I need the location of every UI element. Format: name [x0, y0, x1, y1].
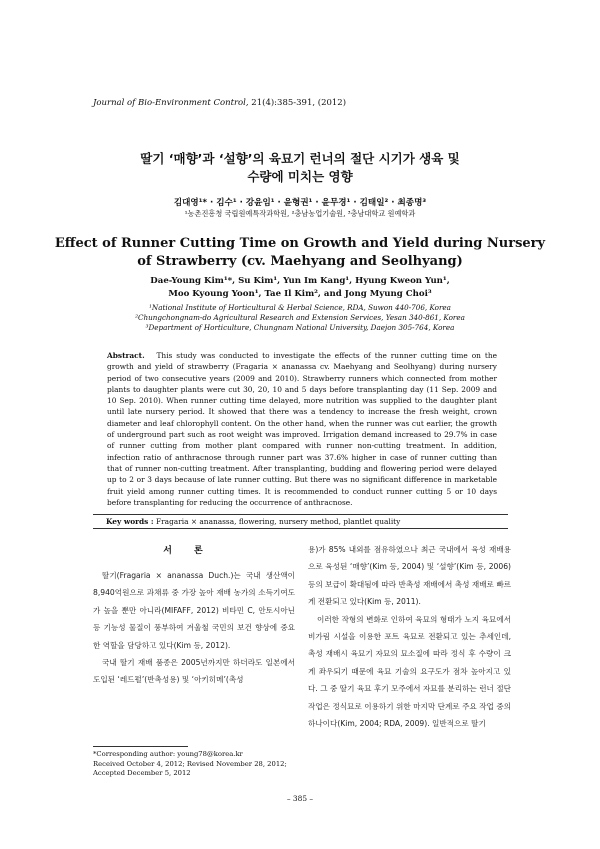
right-paragraph-1: 용)가 85% 내외를 점유하였으나 최근 국내에서 육성 재배용으로 육성된 ‘매향’(Kim 등, 2004) 및 ‘설향’(Kim 등, 2006) 등의 보급이 확대됨에 따라 반촉성 재배에서 촉성 재배로 빠르게 전환되고 있다(Kim 등, 2011).	[308, 545, 511, 607]
left-paragraph-1: 딸기(Fragaria × ananassa Duch.)는 국내 생산액이 8,940억원으로 과채류 중 가장 높아 재배 농가의 소득기여도가 높을 뿐만 아니라(MIFAFF, 2012) 비타민 C, 안토시아닌 등 기능성 물질이 풍부하여 겨울철 국민의 보건 향상에 중요한 역할을 담당하고 있다(Kim 등, 2012).	[93, 571, 295, 650]
journal-volume: 21(4):385-391, (2012)	[248, 98, 347, 108]
abstract	[107, 350, 497, 508]
korean-title-line2: 수량에 미치는 영향	[247, 169, 353, 184]
keywords-top-rule	[93, 514, 508, 515]
english-authors-line1: Dae-Young Kim¹*, Su Kim¹, Yun Im Kang¹, Hyung Kweon Yun¹,	[150, 276, 450, 286]
keywords-label: Key words :	[106, 517, 154, 526]
english-affiliation-2: ²Chungchongnam-do Agricultural Research and Extension Services, Yesan 340-861, Korea	[135, 313, 465, 322]
keywords	[106, 517, 400, 526]
journal-name: Journal of Bio-Environment Control,	[93, 98, 249, 108]
keywords-text: Fragaria × ananassa, flowering, nursery method, plantlet quality	[153, 517, 401, 526]
page-number: – 385 –	[286, 794, 314, 803]
english-title-line1: Effect of Runner Cutting Time on Growth and Yield during Nursery	[54, 236, 546, 251]
english-affiliation-3: ³Department of Horticulture, Chungnam National University, Daejon 305-764, Korea	[145, 323, 455, 332]
corresponding-author: *Corresponding author: young78@korea.kr	[93, 750, 243, 758]
abstract-label: Abstract.	[107, 351, 145, 360]
footnote	[93, 750, 303, 779]
english-affiliation-1: ¹National Institute of Horticultural & Herbal Science, RDA, Suwon 440-706, Korea	[149, 303, 451, 312]
english-authors-line2: Moo Kyoung Yoon¹, Tae Il Kim², and Jong Myung Choi³	[168, 289, 432, 299]
received-dates: Received October 4, 2012; Revised November 28, 2012;	[93, 759, 287, 768]
right-paragraph-2: 이러한 작형의 변화로 인하여 육묘의 형태가 노지 육묘에서 비가림 시설을 이용한 포트 육묘로 전환되고 있는 추세인데, 촉성 재배시 육묘기 자묘의 묘소질에 따라 정식 후 수량이 크게 좌우되기 때문에 육묘 기술의 요구도가 점차 높아지고 있다. 그 중 딸기 육묘 후기 모주에서 자묘를 분리하는 런너 절단 작업은 정식묘로 이용하기 위한 마지막 단계로 주요 작업 중의 하나이다(Kim, 2004; RDA, 2009). 일반적으로 딸기	[308, 614, 511, 729]
right-column	[308, 541, 511, 732]
korean-affiliations: ¹농촌진흥청 국립원예특작과학원, ²충남농업기술원, ³충남대학교 원예학과	[184, 209, 416, 218]
keywords-bottom-rule	[93, 528, 508, 529]
section-heading-introduction: 서론	[163, 546, 225, 556]
korean-authors: 김대영¹* · 김수¹ · 강윤임¹ · 윤형권¹ · 윤무경¹ · 김태일² · 최종명³	[173, 198, 427, 208]
left-column	[93, 567, 295, 689]
left-paragraph-2: 국내 딸기 재배 품종은 2005년까지만 하더라도 일본에서 도입된 ‘레드펄’(반촉성용) 및 ‘아키히메’(촉성	[93, 658, 295, 685]
english-title-line2: of Strawberry (cv. Maehyang and Seolhyang)	[137, 254, 463, 269]
footnote-rule	[93, 746, 188, 747]
journal-citation	[93, 98, 346, 108]
korean-title-line1: 딸기 ‘매향’과 ‘설향’의 육묘기 런너의 절단 시기가 생육 및	[140, 151, 460, 166]
abstract-text: This study was conducted to investigate the effects of the runner cutting time on the growth and yield of strawberry (Fragaria × ananassa cv. Maehyang and Seolhyang) during nursery period of two consecutive years (2009 and 2010). Strawberry runners which connected from mother plants to daughter plants were cut 30, 20, 10 and 5 days before transplanting day (11 Sep. 2009 and 10 Sep. 2010). When runner cutting time delayed, more nutrition was supplied to the daughter plant until late nursery period. It showed that there was a tendency to increase the fresh weight, crown diameter and leaf chlorophyll content. On the other hand, when the runner was cut earlier, the growth of underground part such as root weight was improved. Irrigation demand increased to 29.7% in case of runner cutting from mother plant compared with runner non-cutting treatment. In addition, infection ratio of anthracnose through runner part was 37.6% higher in case of runner cutting than that of runner non-cutting treatment. After transplanting, budding and flowering period were delayed up to 2 or 3 days because of late runner cutting. But there was no significant difference in marketable fruit yield among runner cutting times. It is recommended to conduct runner cutting 5 or 10 days before transplanting for reducing the occurrence of anthracnose.	[107, 351, 497, 507]
accepted-date: Accepted December 5, 2012	[93, 769, 191, 777]
